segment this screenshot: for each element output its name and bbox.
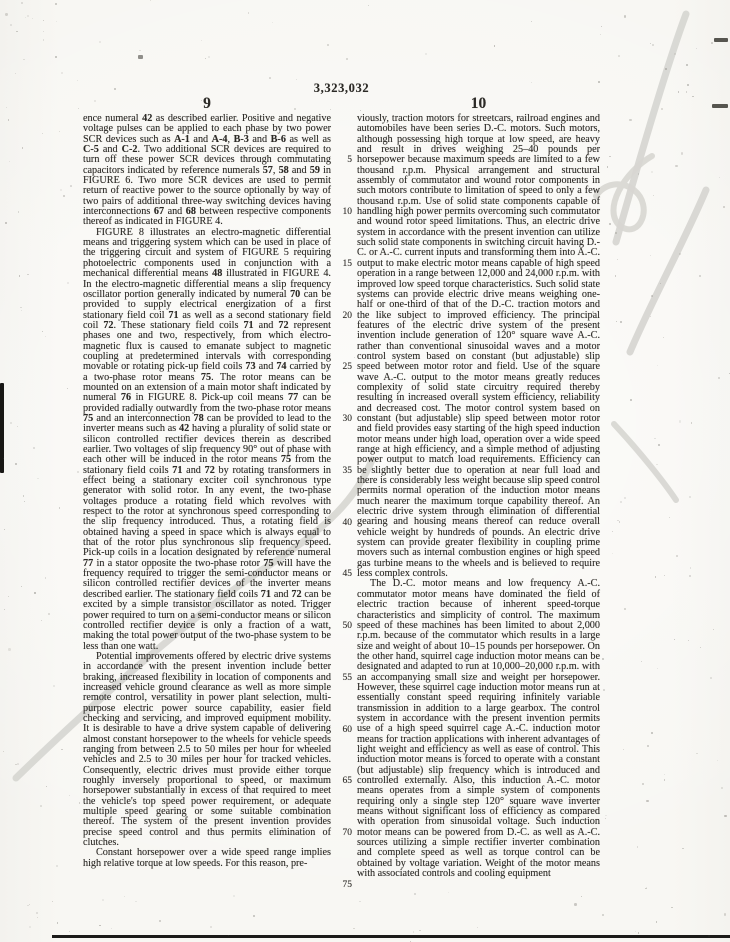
line-number: 25 bbox=[342, 362, 352, 373]
line-number: 30 bbox=[342, 414, 352, 425]
gutter-line-numbers bbox=[322, 0, 352, 942]
line-number: 65 bbox=[342, 776, 352, 787]
left-text-column bbox=[83, 114, 331, 869]
line-number: 15 bbox=[342, 258, 352, 269]
scan-edge-artifact bbox=[712, 104, 728, 108]
page-column-number-right: 10 bbox=[470, 95, 487, 112]
pencil-loop bbox=[596, 156, 652, 229]
line-number: 5 bbox=[347, 155, 352, 166]
paragraph: Constant horsepower over a wide speed range implies high relative torque at low speeds. For this reason, pre- bbox=[83, 847, 331, 869]
line-number: 55 bbox=[342, 672, 352, 683]
line-number: 50 bbox=[342, 621, 352, 632]
page-column-number-left: 9 bbox=[203, 95, 211, 112]
pencil-stroke bbox=[616, 14, 686, 242]
paragraph: FIGURE 8 illustrates an electro-magnetic differential means and triggering system which can be used in place of the triggering circuit and system of FIGURE 5 requiring photoelectric components used in conjunction with a mechanical differential means 48 illustrated in FIGURE 4. In the electro-magnetic differential means a slip frequency oscillator portion generally indicated by numeral 70 can be provided to supply electrical energization of a first stationary field coil 71 as well as a second stationary field coil 72. These stationary field coils 71 and 72 represent phases one and two, respectively, from which electro-magnetic flux is caused to emanate subject to magnetic coupling at predetermined intervals with corresponding movable or rotating pick-up field coils 73 and 74 carried by a two-phase rotor means 75. The rotor means can be mounted on an extension of a main motor shaft indicated by numeral 76 in FIGURE 8. Pick-up coil means 77 can be provided radially outwardly from the two-phase rotor means 75 and an interconnection 78 can be provided to lead to the inverter means such as 42 having a plurality of solid state or silicon controlled rectifier devices therein as described earlier. Two voltages of slip frequency 90° out of phase with each other will be induced in the rotor means 75 from the stationary field coils 71 and 72 by rotating transformers in effect being a stationary exciter coil synchronous type generator with solid rotor. In any event, the two-phase voltages produce a rotating field which revolves with respect to the rotor at synchronous speed corresponding to the slip frequency introduced. Thus, a rotating field is obtained having a speed in space which is always equal to that of the rotor plus synchronous slip frequency speed. Pick-up coils in a location designated by reference numeral 77 in a stator opposite the two-phase rotor 75 will have the frequency required to trigger the semi-conductor means or silicon controlled rectifier devices of the inverter means described earlier. The stationary field coils 71 and 72 can be excited by a simple transistor oscillator as noted. Trigger power required to turn on a semi-conductor means or silicon controlled rectifier device is only a fraction of a watt, making the total power output of the two-phase system to be less than one watt. bbox=[83, 226, 331, 652]
line-number: 75 bbox=[342, 879, 352, 890]
scan-edge-artifact-bottom bbox=[52, 935, 730, 938]
line-number: 35 bbox=[342, 465, 352, 476]
line-number: 10 bbox=[342, 207, 352, 218]
patent-number: 3,323,032 bbox=[313, 81, 370, 95]
scan-edge-artifact bbox=[714, 38, 728, 42]
paragraph: ence numeral 42 as described earlier. Positive and negative voltage pulses can be applied to each phase by two power SCR devices such as A-1 and A-4, B-3 and B-6 as well as C-5 and C-2. Two additional SCR devices are required to turn off these power SCR devices through commutating capacitors indicated by reference numerals 57, 58 and 59 in FIGURE 6. Two more SCR devices are used to permit return of reactive power to the source optionally by way of two pairs of additional three-way switching devices having interconnections 67 and 68 between respective components thereof as indicated in FIGURE 4. bbox=[83, 113, 332, 228]
scan-edge-artifact bbox=[138, 55, 143, 59]
paragraph: Potential improvements offered by electric drive systems in accordance with the present invention include better braking, increased flexibility in location of components and increased vehicle ground clearance as well as more simple remote control, versatility in power plant selection, multi-purpose electric power source capability, easier field checking and servicing, and improved equipment mobility. It is desirable to have a drive system capable of delivering almost constant horsepower to the wheels for vehicle speeds ranging from between 2.5 to 50 miles per hour for wheeled vehicles and 2.5 to 30 miles per hour for tracked vehicles. Consequently, electric drives must provide either torque roughly inversely proportional to speed, or maximum horsepower substantially in excess of that required to meet the vehicle's top speed power requirement, or adequate multiple speed gearing or some suitable combination thereof. The system of the present invention provides precise speed control and thus permits elimination of clutches. bbox=[83, 650, 331, 849]
pencil-stroke bbox=[614, 424, 676, 500]
paragraph: The D.-C. motor means and low frequency A.-C. commutator motor means have dominated the field of electric traction because of inherent speed-torque characteristics and simplicity of control. The maximum speed of these machines has been limited to about 2,000 r.p.m. because of the commutator which results in a large size and weight of about 10–15 pounds per horsepower. On the other hand, squirrel cage induction motor means can be designated and adapted to run at 10,000–20,000 r.p.m. with an accompanying small size and weight per horsepower. However, these squirrel cage induction motor means run at essentially constant speed requiring infinitely variable transmission in addition to a large gearbox. The control system in accordance with the present invention permits use of a high speed squirrel cage A.-C. induction motor means for traction applications with inherent advantages of light weight and efficiency as well as ease of control. This induction motor means is forced to operate with a constant (but adjustable) slip frequency which is introduced and controlled externally. Also, this induction A.-C. motor means operates from a simple system of components requiring only a single step 120° square wave inverter means without significant loss of efficiency as compared with operation from sinusoidal voltage. Such induction motor means can be powered from D.-C. as well as A.-C. sources utilizing a simple rectifier inverter combination and complete speed as well as torque control can be obtained by voltage variation. Weight of the motor means with associated controls and cooling equipment bbox=[357, 578, 600, 880]
line-number: 45 bbox=[342, 569, 352, 580]
line-number: 40 bbox=[342, 517, 352, 528]
right-text-column bbox=[357, 114, 600, 879]
scan-edge-artifact-left bbox=[0, 383, 4, 473]
line-number: 70 bbox=[342, 828, 352, 839]
pencil-stroke bbox=[630, 190, 706, 352]
paragraph: viously, traction motors for streetcars, railroad engines and automobiles have been series D.-C. motors. Such motors, although possessing high torque at low speed, are heavy and result in drives weighing 25–40 pounds per horsepower because maximum speeds are limited to a few thousand r.p.m. Physical arrangement and structural assembly of commutator and wound rotor components in such motors contribute to limitation of speed to only a few thousand r.p.m. Use of solid state components capable of handling high power permits overcoming such commutator and wound rotor speed limitations. Thus, an electric drive system in accordance with the present invention can utilize such solid state components in switching circuit having D.-C. or A.-C. current inputs and transforming them into A.-C. output to make electric motor means capable of high speed operation in a range between 12,000 and 24,000 r.p.m. with improved low speed torque characteristics. Such solid state systems can provide electric drive means weighing one-half or one-third of that of the D.-C. traction motors and the like subject to improved efficiency. The principal features of the electric drive system of the present invention include generation of 120° square wave A.-C. rather than conventional sinusoidal waves and a motor control system based on constant (but adjustable) slip speed between motor rotor and field. Use of the square wave A.-C. output to the motor means greatly reduces complexity of solid state circuitry required thereby resulting in increased overall system efficiency, reliability and decreased cost. The motor control system based on constant (but adjustable) slip speed between motor rotor and field provides easy starting of the high speed induction motor means under high load, operation over a wide speed range at high efficiency, and a simple method of adjusting power output to match load requirements. Efficiency can be slightly better due to operation at near full load and there is considerably less weight because slip speed control permits normal operation of the induction motor means much nearer the maximum torque capability thereof. An electric drive system through elimination of differential gearing and housing means thereof can reduce overall vehicle weight by hundreds of pounds. An electric drive system can provide greater flexibility in coupling prime movers such as internal combustion engines or high speed gas turbine means to the wheels and is believed to require less complex controls. bbox=[357, 113, 600, 580]
line-number: 60 bbox=[342, 724, 352, 735]
line-number: 20 bbox=[342, 310, 352, 321]
